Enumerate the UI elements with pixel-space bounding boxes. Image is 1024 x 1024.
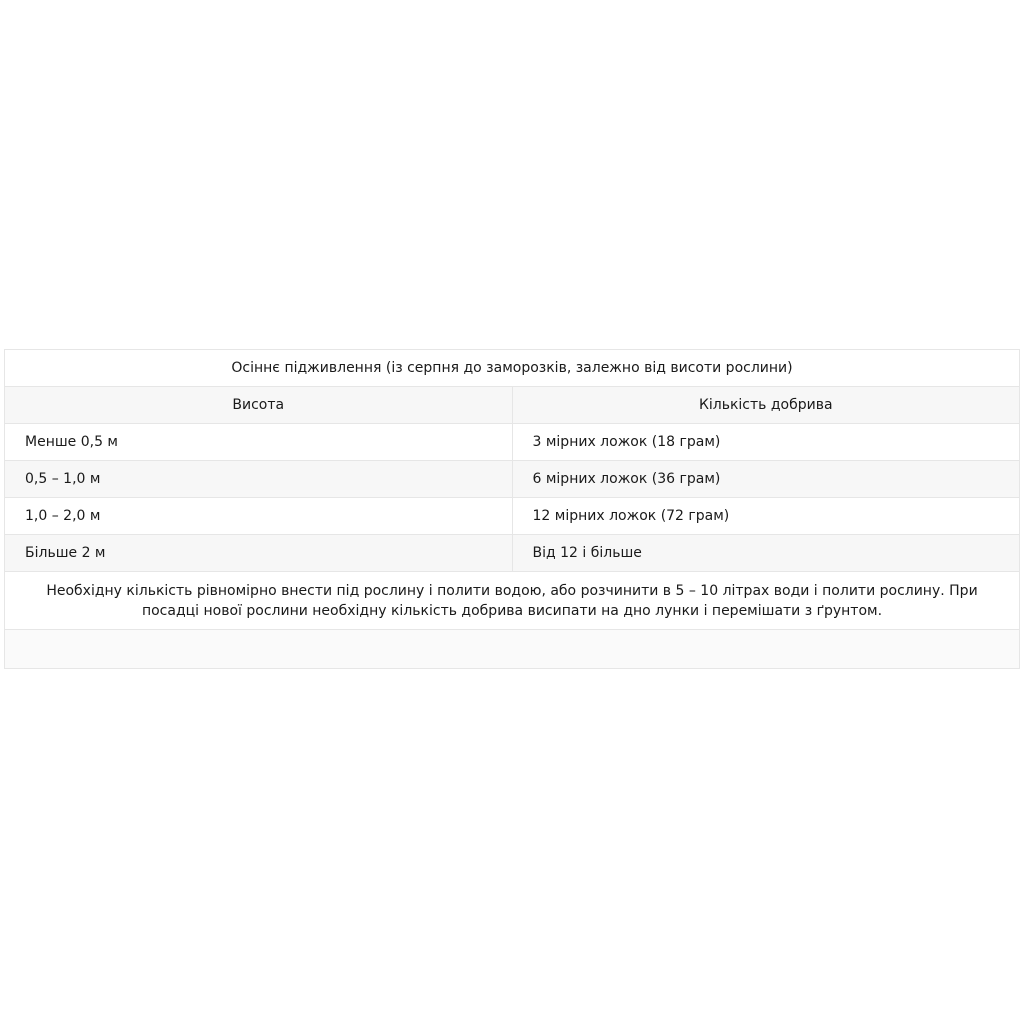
table-row <box>5 461 1020 498</box>
table-title: Осіннє підживлення (із серпня до заморозків, залежно від висоти рослини) <box>5 350 1020 387</box>
table-empty-row <box>5 630 1020 669</box>
cell-height: Більше 2 м <box>5 535 513 572</box>
table-title-row <box>5 350 1020 387</box>
table-row <box>5 498 1020 535</box>
table-header-row <box>5 387 1020 424</box>
cell-amount: 6 мірних ложок (36 грам) <box>512 461 1020 498</box>
cell-amount: 3 мірних ложок (18 грам) <box>512 424 1020 461</box>
header-amount: Кількість добрива <box>512 387 1020 424</box>
fertilizer-table-container <box>4 349 1020 669</box>
table-row <box>5 535 1020 572</box>
header-height: Висота <box>5 387 513 424</box>
cell-height: 0,5 – 1,0 м <box>5 461 513 498</box>
cell-amount: Від 12 і більше <box>512 535 1020 572</box>
cell-height: 1,0 – 2,0 м <box>5 498 513 535</box>
empty-cell <box>5 630 1020 669</box>
fertilizer-table <box>4 349 1020 669</box>
cell-amount: 12 мірних ложок (72 грам) <box>512 498 1020 535</box>
table-note-row <box>5 572 1020 630</box>
cell-height: Менше 0,5 м <box>5 424 513 461</box>
table-note: Необхідну кількість рівномірно внести під рослину і полити водою, або розчинити в 5 – 10 літрах води і полити рослину. При посадці нової рослини необхідну кількість добрива висипати на дно лунки і перемішати з ґрунтом. <box>5 572 1020 630</box>
table-row <box>5 424 1020 461</box>
